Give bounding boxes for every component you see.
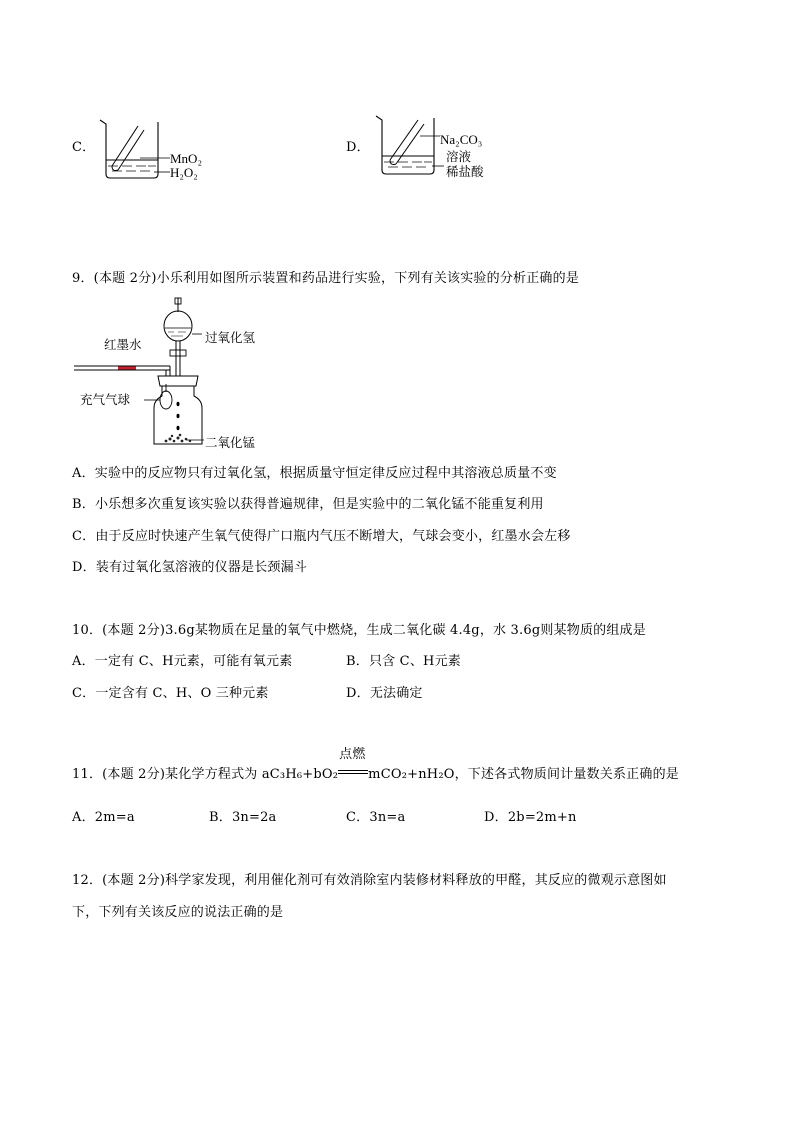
q8-option-d-label: D． [346, 140, 370, 155]
q11-option-a: A．2m=a [72, 810, 135, 825]
q11-stem [72, 747, 679, 783]
q10-option-a: A．一定有 C、H元素，可能有氧元素 [72, 654, 293, 669]
label-red-ink: 红墨水 [104, 337, 142, 352]
q9-option-c: C．由于反应时快速产生氧气使得广口瓶内气压不断增大，气球会变小，红墨水会左移 [72, 529, 571, 544]
q12-stem-line1: 12．(本题 2分)科学家发现，利用催化剂可有效消除室内装修材料释放的甲醛，其反应的微观示意图如 [72, 873, 667, 888]
reaction-condition: 点燃 [339, 747, 366, 762]
q11-option-c: C．3n=a [346, 810, 406, 825]
q11-stem-suffix: mCO₂+nH₂O，下述各式物质间计量数关系正确的是 [368, 767, 679, 782]
q9-option-d: D．装有过氧化氢溶液的仪器是长颈漏斗 [72, 560, 308, 575]
q11-stem-prefix: 11．(本题 2分)某化学方程式为 aC₃H₆+bO₂ [72, 767, 339, 782]
q9-stem: 9．(本题 2分)小乐利用如图所示装置和药品进行实验，下列有关该实验的分析正确的是 [72, 271, 580, 286]
q9-apparatus-figure [74, 296, 274, 456]
q10-stem: 10．(本题 2分)3.6g某物质在足量的氧气中燃烧，生成二氧化碳 4.4g，水 3.6g则某物质的组成是 [72, 623, 646, 638]
beaker-mno2-figure [98, 118, 218, 182]
label-dilute-hcl: 稀盐酸 [446, 164, 484, 179]
label-na2co3: Na₂CO₃ [440, 132, 483, 147]
q12-stem-line2: 下，下列有关该反应的说法正确的是 [72, 905, 284, 920]
q10-option-b: B．只含 C、H元素 [346, 654, 461, 669]
q10-option-d: D．无法确定 [346, 686, 423, 701]
label-manganese-dioxide: 二氧化锰 [205, 435, 256, 450]
q9-option-b: B．小乐想多次重复该实验以获得普遍规律，但是实验中的二氧化锰不能重复利用 [72, 497, 544, 512]
label-hydrogen-peroxide: 过氧化氢 [205, 330, 256, 345]
q11-option-b: B．3n=2a [209, 810, 277, 825]
q9-option-a: A．实验中的反应物只有过氧化氢，根据质量守恒定律反应过程中其溶液总质量不变 [72, 466, 557, 481]
label-h2o2: H₂O₂ [170, 165, 198, 180]
q11-option-d: D．2b=2m+n [484, 810, 577, 825]
q8-option-c-label: C． [72, 140, 96, 155]
label-inflated-balloon: 充气气球 [80, 392, 131, 407]
reaction-arrow [338, 747, 368, 778]
label-solution: 溶液 [446, 149, 472, 164]
label-mno2: MnO₂ [170, 151, 202, 166]
q10-option-c: C．一定含有 C、H、O 三种元素 [72, 686, 269, 701]
